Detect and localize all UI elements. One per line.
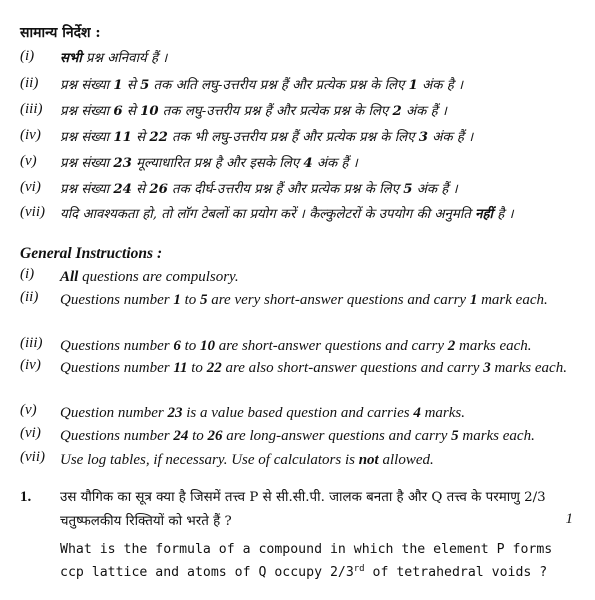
- item-number: (iii): [20, 101, 43, 117]
- item-number: (vii): [20, 204, 45, 220]
- item-number: (iv): [20, 127, 41, 143]
- item-number: (iii): [20, 335, 43, 351]
- item-number: (v): [20, 153, 37, 169]
- general-instructions-heading: General Instructions :: [20, 245, 163, 262]
- question-text-english: What is the formula of a compound in which the element P forms ccp lattice and atoms of Q occupy 2/3rd of tetrahedral voids ?: [60, 542, 553, 580]
- item-number: (ii): [20, 75, 39, 91]
- ordinal-superscript: rd: [353, 564, 365, 574]
- emphasis: सभी: [60, 51, 82, 66]
- question-text-hindi: उस यौगिक का सूत्र क्या है जिसमें तत्त्व P से सी.सी.पी. जालक बनता है और Q तत्त्व के परमाणु 2/3 चतुष्फलकीय रिक्तियों को भरते हैं ?: [60, 490, 546, 529]
- item-number: (vii): [20, 449, 45, 465]
- question-marks: 1: [565, 511, 573, 527]
- question-paper-page: सामान्य निर्देश : (i) सभी प्रश्न अनिवार्य हैं । (ii) प्रश्न संख्या 1 से 5 तक अति लघु-उत्तरीय प्रश्न हैं और प्रत्येक प्रश्न के लिए 1 अंक है । (iii) प्रश्न संख्या 6 से 10 तक लघु-उत्तरीय प्रश्न हैं और प्रत्येक प्रश्न के लिए 2 अंक हैं । (iv) प्रश्न संख्या 11 से 22 तक भी लघु-उत्तरीय प्रश्न हैं और प्रत्येक प्रश्न के लिए 3 अंक हैं । (v) प्रश्न संख्या 23 मूल्याधारित प्रश्न है और इसके लिए 4 अंक हैं । (vi) प्रश्न संख्या 24 से 26 तक दीर्घ-उत्तरीय प्रश्न हैं और प्रत्येक प्रश्न के लिए 5 अंक हैं । (vii) यदि आवश्यकता हो, तो लॉग टेबलों का प्रयोग करें । कैल्कुलेटरों के उपयोग की अनुमति नहीं है । General Instructions : (i) All questions are compulsory. (ii) Questions number 1 to 5 are very short-answer questions and carry 1 mark each. (iii) Questions number 6 to 10 are short-answer questions and carry 2 marks each. (iv) Questions number 11 to 22 are also short-answer questions and carry 3 marks each. (v) Question number 23 is a value based question and carries 4 marks. (vi) Questions number 24 to 26 are long-answer questions and carry 5 marks each. (vii) Use log tables, if necessary. Use of calculators is not allowed. 1. उस यौगिक का सूत्र क्या है जिसमें तत्त्व P से सी.सी.पी. जालक बनता है और Q तत्त्व के परमाणु 2/3 चतुष्फलकीय रिक्तियों को भरते हैं ? 1 What is the formula of a compound in which the element P forms ccp lattice and atoms of Q occupy 2/3rd of tetrahedral voids ?: [0, 0, 595, 600]
- question-number: 1.: [20, 489, 32, 505]
- item-number: (iv): [20, 357, 41, 373]
- item-number: (ii): [20, 289, 39, 305]
- item-number: (v): [20, 402, 37, 418]
- item-number: (vi): [20, 425, 41, 441]
- item-number: (i): [20, 266, 35, 282]
- item-number: (i): [20, 48, 35, 64]
- item-number: (vi): [20, 179, 41, 195]
- hindi-instructions-heading: सामान्य निर्देश :: [20, 25, 101, 41]
